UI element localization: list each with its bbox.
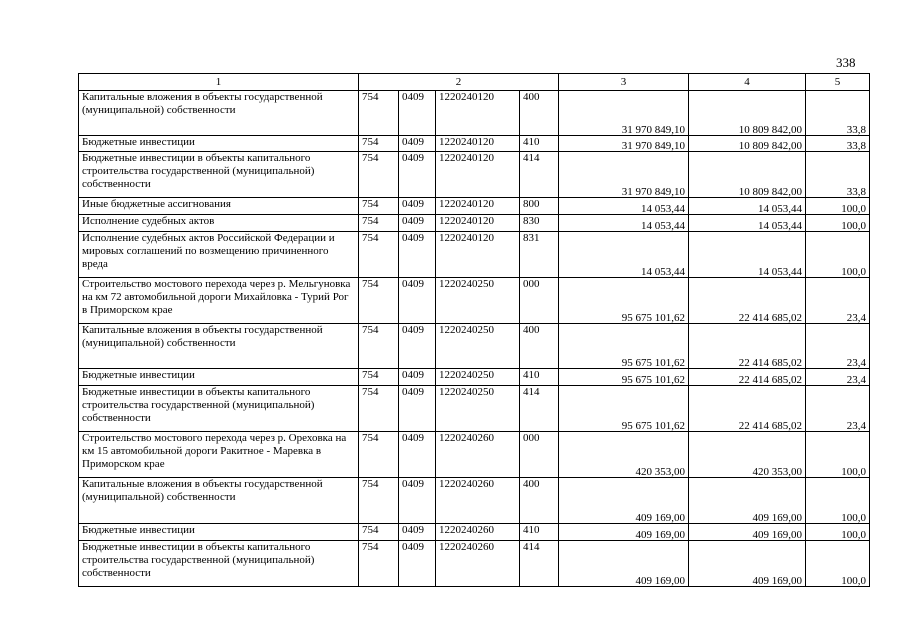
row-fact-amount <box>689 432 806 478</box>
row-percent <box>806 432 870 478</box>
row-section-code: 0409 <box>399 198 436 215</box>
row-percent-value: 100,0 <box>841 203 866 215</box>
row-name: Исполнение судебных актов <box>79 215 359 232</box>
row-target-code: 1220240120 <box>436 152 520 198</box>
row-ministry-code: 754 <box>359 152 399 198</box>
row-percent <box>806 215 870 232</box>
row-section-code: 0409 <box>399 369 436 386</box>
row-percent <box>806 524 870 541</box>
row-percent-value: 23,4 <box>846 374 866 386</box>
row-ministry-code: 754 <box>359 232 399 278</box>
row-target-code: 1220240260 <box>436 524 520 541</box>
row-plan-amount <box>559 478 689 524</box>
row-percent-value: 100,0 <box>841 529 866 541</box>
row-name: Капитальные вложения в объекты государственной (муниципальной) собственности <box>79 324 359 369</box>
row-percent <box>806 232 870 278</box>
row-name: Строительство мостового перехода через р. Ореховка на км 15 автомобильной дороги Ракитное - Маревка в Приморском крае <box>79 432 359 478</box>
row-fact-amount <box>689 369 806 386</box>
table-row <box>79 324 870 369</box>
table-header <box>79 74 870 91</box>
table-row <box>79 386 870 432</box>
row-plan-amount <box>559 541 689 587</box>
row-fact-amount <box>689 232 806 278</box>
row-name: Бюджетные инвестиции <box>79 136 359 152</box>
row-percent-value: 23,4 <box>846 312 866 324</box>
row-percent-value: 33,8 <box>846 186 866 198</box>
row-plan-amount <box>559 215 689 232</box>
row-ministry-code: 754 <box>359 478 399 524</box>
row-plan-amount <box>559 91 689 136</box>
row-fact-amount-value: 14 053,44 <box>758 266 802 278</box>
row-target-code: 1220240250 <box>436 369 520 386</box>
row-name: Капитальные вложения в объекты государственной (муниципальной) собственности <box>79 91 359 136</box>
row-percent <box>806 324 870 369</box>
row-fact-amount-value: 10 809 842,00 <box>738 186 802 198</box>
row-fact-amount <box>689 152 806 198</box>
row-plan-amount <box>559 369 689 386</box>
row-plan-amount <box>559 386 689 432</box>
row-section-code: 0409 <box>399 232 436 278</box>
row-plan-amount-value: 95 675 101,62 <box>621 420 685 432</box>
row-name: Иные бюджетные ассигнования <box>79 198 359 215</box>
row-target-code: 1220240250 <box>436 386 520 432</box>
row-section-code: 0409 <box>399 432 436 478</box>
header-col-1: 1 <box>79 74 359 91</box>
row-fact-amount <box>689 524 806 541</box>
row-ministry-code: 754 <box>359 524 399 541</box>
row-percent-value: 33,8 <box>846 140 866 152</box>
row-target-code: 1220240120 <box>436 198 520 215</box>
row-expense-kind: 000 <box>520 432 559 478</box>
row-section-code: 0409 <box>399 136 436 152</box>
row-name: Строительство мостового перехода через р. Мельгуновка на км 72 автомобильной дороги Михайловка - Турий Рог в Приморском крае <box>79 278 359 324</box>
table-row <box>79 198 870 215</box>
row-name: Бюджетные инвестиции в объекты капитального строительства государственной (муниципальной) собственности <box>79 541 359 587</box>
row-percent-value: 33,8 <box>846 124 866 136</box>
row-target-code: 1220240120 <box>436 136 520 152</box>
row-percent <box>806 152 870 198</box>
row-target-code: 1220240120 <box>436 91 520 136</box>
row-expense-kind: 400 <box>520 91 559 136</box>
row-fact-amount <box>689 198 806 215</box>
row-fact-amount-value: 14 053,44 <box>758 220 802 232</box>
row-name: Исполнение судебных актов Российской Федерации и мировых соглашений по возмещению причиненного вреда <box>79 232 359 278</box>
row-section-code: 0409 <box>399 278 436 324</box>
table-row <box>79 541 870 587</box>
row-percent-value: 100,0 <box>841 575 866 587</box>
row-plan-amount <box>559 524 689 541</box>
row-name: Бюджетные инвестиции в объекты капитального строительства государственной (муниципальной) собственности <box>79 386 359 432</box>
header-row <box>79 74 870 91</box>
table-row <box>79 91 870 136</box>
row-ministry-code: 754 <box>359 136 399 152</box>
row-expense-kind: 414 <box>520 386 559 432</box>
row-target-code: 1220240250 <box>436 324 520 369</box>
row-section-code: 0409 <box>399 524 436 541</box>
row-fact-amount-value: 14 053,44 <box>758 203 802 215</box>
row-fact-amount-value: 10 809 842,00 <box>738 124 802 136</box>
row-ministry-code: 754 <box>359 215 399 232</box>
row-expense-kind: 400 <box>520 478 559 524</box>
row-target-code: 1220240250 <box>436 278 520 324</box>
row-plan-amount <box>559 324 689 369</box>
row-plan-amount <box>559 278 689 324</box>
row-plan-amount <box>559 232 689 278</box>
row-section-code: 0409 <box>399 152 436 198</box>
row-plan-amount-value: 31 970 849,10 <box>621 140 685 152</box>
row-ministry-code: 754 <box>359 324 399 369</box>
row-expense-kind: 410 <box>520 524 559 541</box>
row-plan-amount-value: 409 169,00 <box>635 575 685 587</box>
row-plan-amount-value: 14 053,44 <box>641 203 685 215</box>
row-percent <box>806 369 870 386</box>
row-name: Бюджетные инвестиции в объекты капитального строительства государственной (муниципальной) собственности <box>79 152 359 198</box>
row-ministry-code: 754 <box>359 386 399 432</box>
row-fact-amount-value: 22 414 685,02 <box>738 420 802 432</box>
row-expense-kind: 410 <box>520 369 559 386</box>
row-fact-amount-value: 420 353,00 <box>752 466 802 478</box>
row-plan-amount-value: 420 353,00 <box>635 466 685 478</box>
row-plan-amount-value: 95 675 101,62 <box>621 312 685 324</box>
row-section-code: 0409 <box>399 541 436 587</box>
table-row <box>79 232 870 278</box>
row-percent-value: 23,4 <box>846 420 866 432</box>
row-fact-amount <box>689 541 806 587</box>
row-fact-amount-value: 409 169,00 <box>752 575 802 587</box>
table-row <box>79 369 870 386</box>
table-row <box>79 152 870 198</box>
row-percent <box>806 136 870 152</box>
page-number: 338 <box>836 55 856 70</box>
row-name: Капитальные вложения в объекты государственной (муниципальной) собственности <box>79 478 359 524</box>
row-ministry-code: 754 <box>359 541 399 587</box>
row-expense-kind: 830 <box>520 215 559 232</box>
header-col-5: 5 <box>806 74 870 91</box>
row-expense-kind: 400 <box>520 324 559 369</box>
row-expense-kind: 414 <box>520 152 559 198</box>
row-percent <box>806 91 870 136</box>
row-fact-amount <box>689 386 806 432</box>
table-row <box>79 478 870 524</box>
row-expense-kind: 414 <box>520 541 559 587</box>
header-col-3: 3 <box>559 74 689 91</box>
row-target-code: 1220240260 <box>436 478 520 524</box>
row-fact-amount <box>689 136 806 152</box>
row-fact-amount-value: 10 809 842,00 <box>738 140 802 152</box>
row-fact-amount <box>689 91 806 136</box>
row-plan-amount-value: 31 970 849,10 <box>621 186 685 198</box>
row-name: Бюджетные инвестиции <box>79 524 359 541</box>
row-expense-kind: 410 <box>520 136 559 152</box>
row-name: Бюджетные инвестиции <box>79 369 359 386</box>
row-plan-amount <box>559 432 689 478</box>
row-fact-amount-value: 22 414 685,02 <box>738 374 802 386</box>
row-fact-amount-value: 22 414 685,02 <box>738 357 802 369</box>
row-percent-value: 100,0 <box>841 220 866 232</box>
row-section-code: 0409 <box>399 91 436 136</box>
row-plan-amount-value: 409 169,00 <box>635 529 685 541</box>
row-plan-amount-value: 14 053,44 <box>641 266 685 278</box>
row-section-code: 0409 <box>399 215 436 232</box>
row-fact-amount <box>689 324 806 369</box>
row-fact-amount <box>689 478 806 524</box>
row-fact-amount <box>689 278 806 324</box>
row-ministry-code: 754 <box>359 278 399 324</box>
row-plan-amount <box>559 198 689 215</box>
row-percent <box>806 278 870 324</box>
row-percent <box>806 198 870 215</box>
table-row <box>79 278 870 324</box>
row-percent <box>806 478 870 524</box>
row-percent-value: 100,0 <box>841 266 866 278</box>
row-expense-kind: 800 <box>520 198 559 215</box>
row-percent-value: 23,4 <box>846 357 866 369</box>
row-expense-kind: 831 <box>520 232 559 278</box>
row-target-code: 1220240120 <box>436 232 520 278</box>
row-target-code: 1220240260 <box>436 541 520 587</box>
row-target-code: 1220240120 <box>436 215 520 232</box>
row-ministry-code: 754 <box>359 91 399 136</box>
row-plan-amount <box>559 152 689 198</box>
header-col-4: 4 <box>689 74 806 91</box>
row-plan-amount <box>559 136 689 152</box>
row-ministry-code: 754 <box>359 432 399 478</box>
row-plan-amount-value: 409 169,00 <box>635 512 685 524</box>
table-row <box>79 432 870 478</box>
row-plan-amount-value: 14 053,44 <box>641 220 685 232</box>
row-percent-value: 100,0 <box>841 466 866 478</box>
budget-table <box>78 73 870 587</box>
row-section-code: 0409 <box>399 386 436 432</box>
row-fact-amount-value: 22 414 685,02 <box>738 312 802 324</box>
row-target-code: 1220240260 <box>436 432 520 478</box>
table-row <box>79 136 870 152</box>
row-plan-amount-value: 95 675 101,62 <box>621 357 685 369</box>
row-percent-value: 100,0 <box>841 512 866 524</box>
row-section-code: 0409 <box>399 324 436 369</box>
row-percent <box>806 386 870 432</box>
row-plan-amount-value: 95 675 101,62 <box>621 374 685 386</box>
table-row <box>79 524 870 541</box>
row-expense-kind: 000 <box>520 278 559 324</box>
table-row <box>79 215 870 232</box>
row-ministry-code: 754 <box>359 198 399 215</box>
row-section-code: 0409 <box>399 478 436 524</box>
row-plan-amount-value: 31 970 849,10 <box>621 124 685 136</box>
row-ministry-code: 754 <box>359 369 399 386</box>
row-percent <box>806 541 870 587</box>
table-body <box>79 91 870 587</box>
row-fact-amount-value: 409 169,00 <box>752 512 802 524</box>
row-fact-amount <box>689 215 806 232</box>
row-fact-amount-value: 409 169,00 <box>752 529 802 541</box>
header-col-2: 2 <box>359 74 559 91</box>
